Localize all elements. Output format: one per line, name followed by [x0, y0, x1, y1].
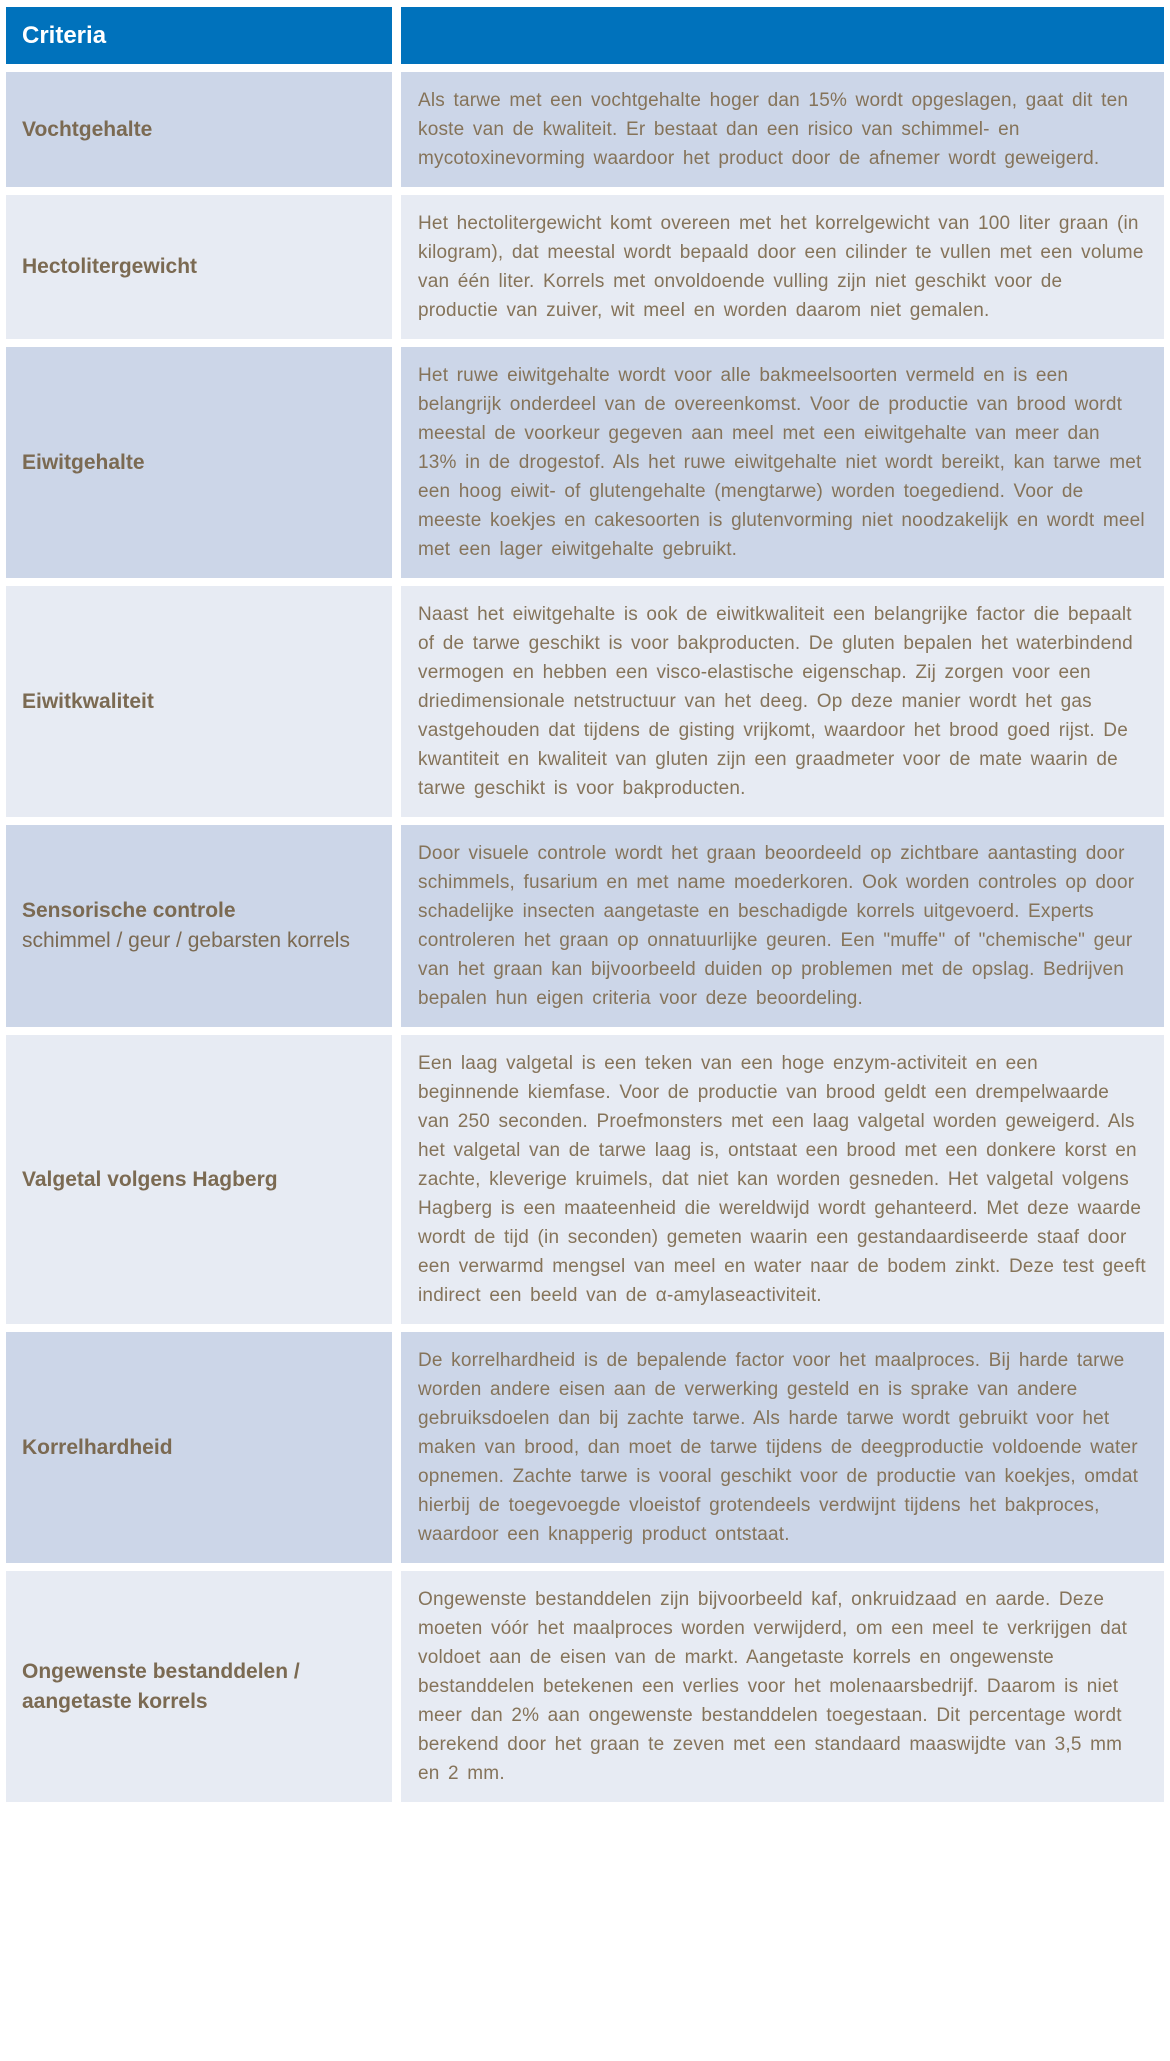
criteria-label: Korrelhardheid	[22, 1435, 173, 1459]
criteria-cell	[6, 1571, 392, 1802]
criteria-label: Eiwitgehalte	[22, 450, 145, 474]
description-cell	[401, 347, 1164, 578]
table-row	[6, 72, 1164, 187]
description-text: Het hectolitergewicht komt overeen met het korrelgewicht van 100 liter graan (in kilogram), dat meestal wordt bepaald door een cilinder te vullen met een volume van één liter. Korrels met onvoldoende vulling zijn niet geschikt voor de productie van zuiver, wit meel en worden daarom niet gemalen.	[418, 213, 1144, 321]
criteria-header-cell	[6, 7, 392, 64]
criteria-cell	[6, 1332, 392, 1563]
description-cell	[401, 586, 1164, 817]
criteria-header-label: Criteria	[22, 22, 107, 49]
description-text: De korrelhardheid is de bepalende factor voor het maalproces. Bij harde tarwe worden andere eisen aan de verwerking gesteld en is sprake van andere gebruiksdoelen dan bij zachte tarwe. Als harde tarwe wordt gebruikt voor het maken van brood, dan moet de tarwe tijdens de deegproductie voldoende water opnemen. Zachte tarwe is vooral geschikt voor de productie van koekjes, omdat hierbij de toegevoegde vloeistof grotendeels verdwijnt tijdens het bakproces, waardoor een knapperig product ontstaat.	[418, 1350, 1139, 1545]
table-row	[6, 586, 1164, 817]
table-row	[6, 1571, 1164, 1802]
criteria-label: Eiwitkwaliteit	[22, 689, 154, 713]
criteria-label: Ongewenste bestanddelen / aangetaste korrels	[22, 1659, 300, 1713]
criteria-cell	[6, 825, 392, 1027]
description-text: Als tarwe met een vochtgehalte hoger dan 15% wordt opgeslagen, gaat dit ten koste van de kwaliteit. Er bestaat dan een risico van schimmel- en mycotoxinevorming waardoor het product door de afnemer wordt geweigerd.	[418, 90, 1129, 169]
criteria-label: Vochtgehalte	[22, 117, 153, 141]
criteria-label: Hectolitergewicht	[22, 255, 198, 278]
description-text: Het ruwe eiwitgehalte wordt voor alle bakmeelsoorten vermeld en is een belangrijk onderdeel van de overeenkomst. Voor de productie van brood wordt meestal de voorkeur gegeven aan meel met een eiwitgehalte van meer dan 13% in de drogestof. Als het ruwe eiwitgehalte niet wordt bereikt, kan tarwe met een hoog eiwit- of glutengehalte (mengtarwe) worden toegediend. Voor de meeste koekjes en cakesoorten is glutenvorming niet noodzakelijk en wordt meel met een lager eiwitgehalte gebruikt.	[418, 365, 1145, 560]
header-spacer-cell	[401, 7, 1164, 64]
description-cell	[401, 1035, 1164, 1324]
criteria-cell	[6, 347, 392, 578]
description-text: Naast het eiwitgehalte is ook de eiwitkwaliteit een belangrijke factor die bepaalt of de tarwe geschikt is voor bakproducten. De gluten bepalen het waterbindend vermogen en hebben een visco-elastische eigenschap. Zij zorgen voor een driedimensionale netstructuur van het deeg. Op deze manier wordt het gas vastgehouden dat tijdens de gisting vrijkomt, waardoor het brood goed rijst. De kwantiteit en kwaliteit van gluten zijn een graadmeter voor de mate waarin de tarwe geschikt is voor bakproducten.	[418, 604, 1133, 799]
description-cell	[401, 72, 1164, 187]
table-row	[6, 1332, 1164, 1563]
description-text: Een laag valgetal is een teken van een hoge enzym-activiteit en een beginnende kiemfase. Voor de productie van brood geldt een drempelwaarde van 250 seconden. Proefmonsters met een laag valgetal worden geweigerd. Als het valgetal van de tarwe laag is, ontstaat een brood met een donkere korst en zachte, kleverige kruimels, dat niet kan worden gesneden. Het valgetal volgens Hagberg is een maateenheid die wereldwijd wordt gehanteerd. Met deze waarde wordt de tijd (in seconden) gemeten waarin een gestandaardiseerde staaf door een verwarmd mengsel van meel en water naar de bodem zinkt. Deze test geeft indirect een beeld van de α-amylaseactiviteit.	[418, 1053, 1146, 1306]
table-row	[6, 195, 1164, 339]
description-cell	[401, 195, 1164, 339]
description-cell	[401, 825, 1164, 1027]
criteria-sublabel: schimmel / geur / gebarsten korrels	[22, 929, 350, 952]
description-text: Door visuele controle wordt het graan beoordeeld op zichtbare aantasting door schimmels, fusarium en met name moederkoren. Ook worden controles op door schadelijke insecten aangetaste en beschadigde korrels uitgevoerd. Experts controleren het graan op onnatuurlijke geuren. Een "muffe" of "chemische" geur van het graan kan bijvoorbeeld duiden op problemen met de opslag. Bedrijven bepalen hun eigen criteria voor deze beoordeling.	[418, 843, 1135, 1009]
description-cell	[401, 1332, 1164, 1563]
criteria-cell	[6, 586, 392, 817]
description-cell	[401, 1571, 1164, 1802]
table-row	[6, 347, 1164, 578]
table-row	[6, 1035, 1164, 1324]
criteria-cell	[6, 72, 392, 187]
criteria-label: Sensorische controle	[22, 899, 236, 922]
description-text: Ongewenste bestanddelen zijn bijvoorbeeld kaf, onkruidzaad en aarde. Deze moeten vóór het maalproces worden verwijderd, om een meel te verkrijgen dat voldoet aan de eisen van de markt. Aangetaste korrels en ongewenste bestanddelen betekenen een verlies voor het molenaarsbedrijf. Daarom is niet meer dan 2% aan ongewenste bestanddelen toegestaan. Dit percentage wordt berekend door het graan te zeven met een standaard maaswijdte van 3,5 mm en 2 mm.	[418, 1589, 1128, 1784]
table-row	[6, 825, 1164, 1027]
table-header-row	[6, 7, 1164, 64]
criteria-cell	[6, 195, 392, 339]
criteria-cell	[6, 1035, 392, 1324]
criteria-label: Valgetal volgens Hagberg	[22, 1167, 278, 1191]
